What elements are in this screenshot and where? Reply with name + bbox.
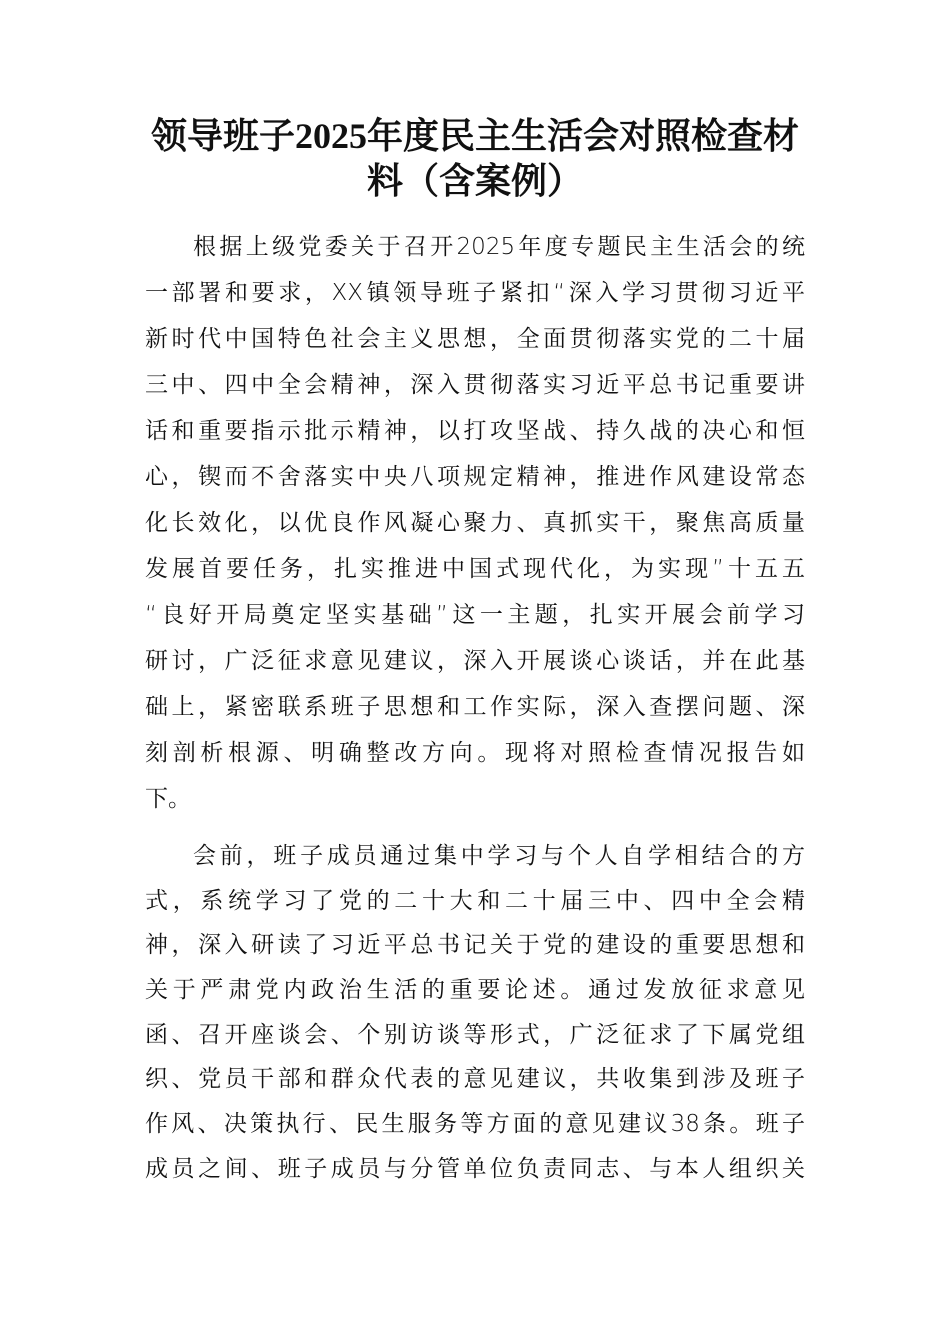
paragraph-line: 关于严肃党内政治生活的重要论述。通过发放征求意见 bbox=[145, 977, 805, 1004]
paragraph-line: 函、召开座谈会、个别访谈等形式，广泛征求了下属党组 bbox=[145, 1021, 805, 1048]
paragraph-line: “良好开局奠定坚实基础”这一主题，扎实开展会前学习 bbox=[145, 602, 805, 628]
paragraph-line: 三中、四中全会精神，深入贯彻落实习近平总书记重要讲 bbox=[145, 372, 805, 398]
paragraph-line: 一部署和要求，XX镇领导班子紧扣“深入学习贯彻习近平 bbox=[145, 280, 805, 306]
paragraph-line: 础上，紧密联系班子思想和工作实际，深入查摆问题、深 bbox=[145, 694, 805, 720]
paragraph-line: 刻剖析根源、明确整改方向。现将对照检查情况报告如 bbox=[145, 740, 805, 766]
paragraph-line: 新时代中国特色社会主义思想，全面贯彻落实党的二十届 bbox=[145, 326, 805, 352]
paragraph-line: 话和重要指示批示精神，以打攻坚战、持久战的决心和恒 bbox=[145, 418, 805, 444]
paragraph-line: 织、党员干部和群众代表的意见建议，共收集到涉及班子 bbox=[145, 1066, 805, 1093]
paragraph-line: 成员之间、班子成员与分管单位负责同志、与本人组织关 bbox=[145, 1155, 805, 1182]
paragraph-line: 化长效化，以优良作风凝心聚力、真抓实干，聚焦高质量 bbox=[145, 510, 805, 536]
paragraph-line: 根据上级党委关于召开2025年度专题民主生活会的统 bbox=[193, 234, 805, 260]
paragraph-intro bbox=[145, 224, 805, 822]
paragraph-line: 作风、决策执行、民生服务等方面的意见建议38条。班子 bbox=[145, 1111, 805, 1138]
paragraph-line: 会前，班子成员通过集中学习与个人自学相结合的方 bbox=[193, 843, 805, 869]
paragraph-preparation bbox=[145, 834, 805, 1192]
paragraph-line: 式，系统学习了党的二十大和二十届三中、四中全会精 bbox=[145, 887, 805, 914]
paragraph-line: 心，锲而不舍落实中央八项规定精神，推进作风建设常态 bbox=[145, 464, 805, 490]
paragraph-line: 发展首要任务，扎实推进中国式现代化，为实现”十五五 bbox=[145, 556, 805, 582]
document-title-line-2: 料（含案例） bbox=[366, 161, 583, 201]
paragraph-line: 神，深入研读了习近平总书记关于党的建设的重要思想和 bbox=[145, 932, 805, 959]
paragraph-line: 下。 bbox=[145, 786, 191, 812]
paragraph-line: 研讨，广泛征求意见建议，深入开展谈心谈话，并在此基 bbox=[145, 648, 805, 674]
document-title-line-1: 领导班子2025年度民主生活会对照检查材 bbox=[150, 116, 799, 156]
